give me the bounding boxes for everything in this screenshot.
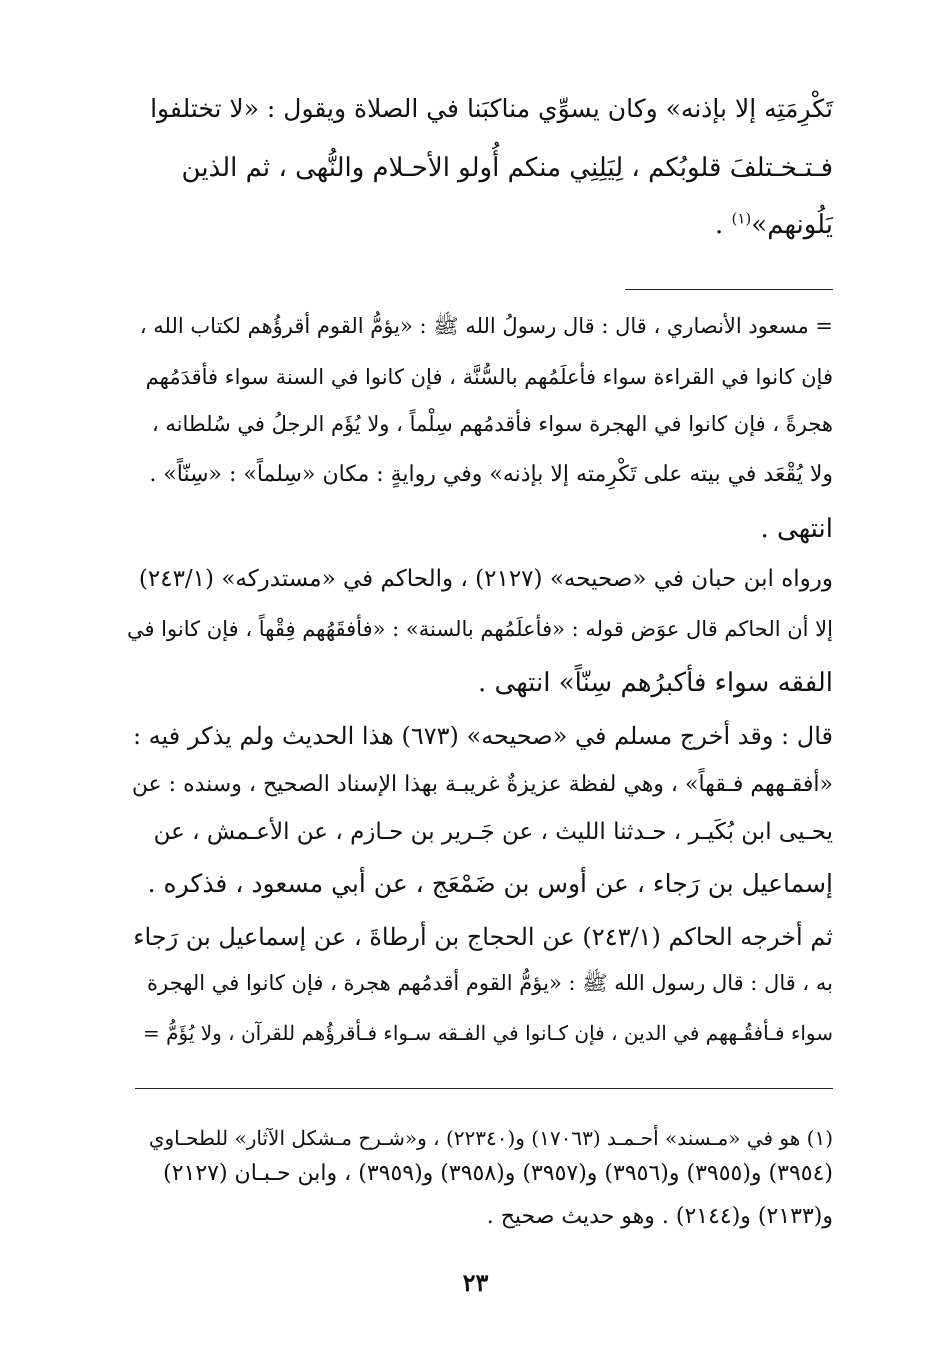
text-line: الفقه سواء فأكبرُهم سِنّاً» انتهى . xyxy=(478,668,833,698)
footnote-separator xyxy=(135,1088,833,1089)
text-line: يحـيى ابن بُكَيـر ، حـدثنا الليث ، عن جَـرير بن حـازم ، عن الأعـمش ، عن xyxy=(153,819,833,845)
text-line: ورواه ابن حبان في «صحيحه» (٢١٢٧) ، والحاكم في «مستدركه» (٢٤٣/١) xyxy=(138,566,833,592)
text-line: هجرةً ، فإن كانوا في الهجرة سواء فأقدمُهم سِلْماً ، ولا يُؤَم الرجلُ في سُلطانه ، xyxy=(151,412,833,436)
text-fragment: . xyxy=(714,210,732,240)
text-line: فإن كانوا في القراءة سواء فأعلَمُهم بالسُّنَّة ، فإن كانوا في السنة سواء فأقدَمُهم xyxy=(145,365,833,389)
text-line: فـتـخـتلفَ قلوبُكم ، لِيَلِنِي منكم أُولو الأحـلام والنُّهى ، ثم الذين xyxy=(181,153,833,183)
text-line: به ، قال : قال رسول الله ﷺ : «يؤمُّ القوم أقدمُهم هجرة ، فإن كانوا في الهجرة xyxy=(147,971,833,995)
footnote-line: (١) هو في «مـسند» أحـمـد (١٧٠٦٣) و(٢٢٣٤٠) ، و«شـرح مـشكل الآثار» للطحـاوي xyxy=(148,1126,833,1150)
text-line: إسماعيل بن رَجاء ، عن أوس بن ضَمْعَج ، عن أبي مسعود ، فذكره . xyxy=(147,869,833,898)
footnote-line: و(٢١٣٣) و(٢١٤٤) . وهو حديث صحيح . xyxy=(486,1204,833,1229)
footnote-reference: (١) xyxy=(731,209,752,228)
text-line: قال : وقد أخرج مسلم في «صحيحه» (٦٧٣) هذا الحديث ولم يذكر فيه : xyxy=(132,722,833,750)
text-line: سواء فـأفقُـههم في الدين ، فإن كـانوا في الفـقه سـواء فـأقرؤُهم للقرآن ، ولا يُؤَمُّ = xyxy=(142,1021,833,1045)
page-number: ٢٣ xyxy=(462,1268,489,1297)
text-line: ثم أخرجه الحاكم (٢٤٣/١) عن الحجاج بن أرطاةَ ، عن إسماعيل بن رَجاء xyxy=(133,923,833,951)
footnote-line: (٣٩٥٤) و(٣٩٥٥) و(٣٩٥٦) و(٣٩٥٧) و(٣٩٥٨) و(٣٩٥٩) ، وابن حـبـان (٢١٢٧) xyxy=(163,1161,833,1186)
text-line: إلا أن الحاكم قال عوَض قوله : «فأعلَمُهم بالسنة» : «فأفقَهُهم فِقْهاً ، فإن كانوا في xyxy=(126,617,833,641)
text-line: تَكْرِمَتِه إلا بإذنه» وكان يسوِّي مناكبَنا في الصلاة ويقول : «لا تختلفوا xyxy=(150,94,833,123)
commentary-separator xyxy=(625,289,833,290)
text-fragment: يَلُونهم» xyxy=(751,210,833,240)
text-line: ولا يُقْعَد في بيته على تَكْرِمته إلا بإذنه» وفي روايةٍ : مكان «سِلماً» : «سِنّاً» . xyxy=(149,462,833,487)
text-line: انتهى . xyxy=(760,514,833,544)
text-line: = مسعود الأنصاري ، قال : قال رسولُ الله ﷺ : «يؤمُّ القوم أقرؤُهم لكتاب الله ، xyxy=(139,314,833,338)
text-line xyxy=(715,210,833,240)
text-line: «أفقـههم فـقهاً» ، وهي لفظة عزيزةٌ غريبـة بهذا الإسناد الصحيح ، وسنده : عن xyxy=(131,772,833,797)
